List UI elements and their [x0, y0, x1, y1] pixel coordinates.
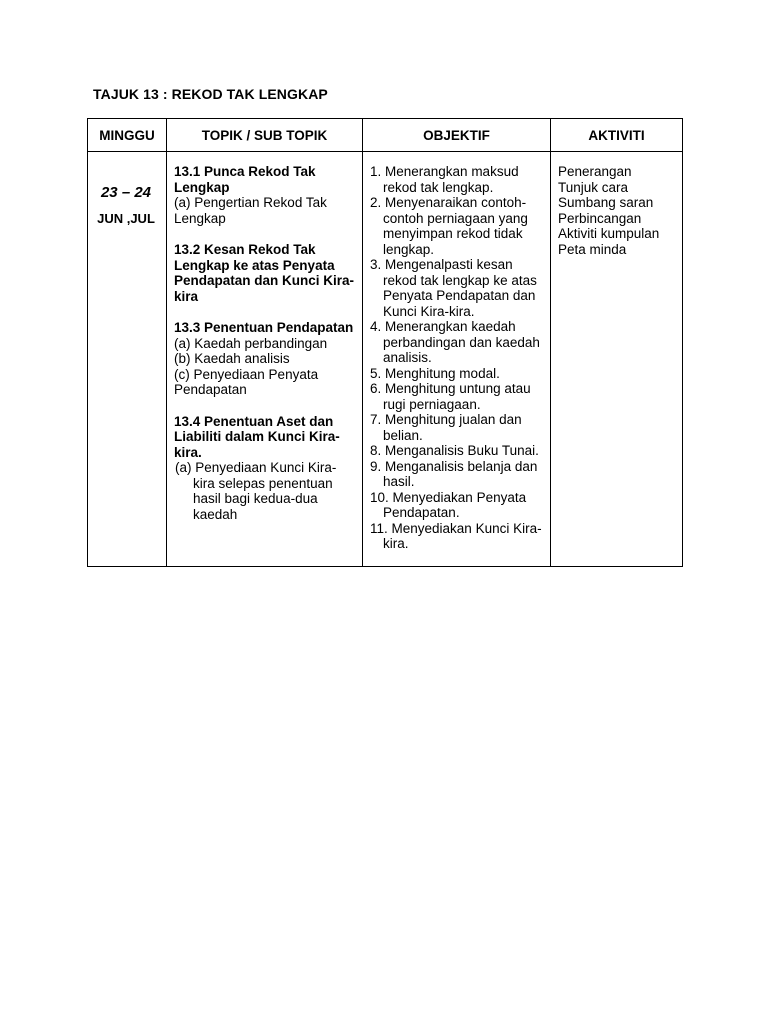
- header-row: [88, 119, 683, 152]
- topic-block: [174, 164, 356, 226]
- topic-heading: 13.2 Kesan Rekod Tak Lengkap ke atas Penyata Pendapatan dan Kunci Kira-kira: [174, 242, 355, 304]
- week-range: 23 – 24: [100, 184, 152, 201]
- subtopic-item: (a) Penyediaan Kunci Kira-kira selepas penentuan hasil bagi kedua-dua kaedah: [175, 460, 337, 522]
- topics-list: [167, 152, 362, 552]
- month-label: JUN ,JUL: [97, 211, 155, 226]
- subtopic-item: (a) Kaedah perbandingan: [174, 335, 328, 351]
- header-topik: TOPIK / SUB TOPIK: [167, 119, 363, 152]
- topic-heading: 13.4 Penentuan Aset dan Liabiliti dalam Kunci Kira-kira.: [174, 413, 340, 460]
- lesson-plan-table: [87, 118, 683, 567]
- header-minggu: MINGGU: [88, 119, 167, 152]
- header-aktiviti: AKTIVITI: [551, 119, 683, 152]
- page-title: TAJUK 13 : REKOD TAK LENGKAP: [93, 86, 328, 102]
- activities-list: [551, 152, 682, 271]
- objektif-cell: [363, 152, 551, 567]
- activity-item: Perbincangan: [558, 210, 642, 226]
- activity-item: Peta minda: [558, 241, 627, 257]
- objective-item: 5. Menghitung modal.: [370, 365, 500, 381]
- subtopic-item: (c) Penyediaan Penyata Pendapatan: [174, 366, 319, 397]
- objectives-list: [370, 164, 544, 552]
- activity-item: Penerangan: [558, 164, 632, 179]
- subtopic-item: (b) Kaedah analisis: [174, 351, 290, 366]
- activity-item: Sumbang saran: [558, 195, 654, 210]
- objective-item: 11. Menyediakan Kunci Kira-kira.: [370, 520, 542, 551]
- objective-item: 6. Menghitung untung atau rugi perniagaan.: [370, 381, 531, 412]
- objective-item: 4. Menerangkan kaedah perbandingan dan kaedah analisis.: [370, 319, 540, 365]
- header-objektif: OBJEKTIF: [363, 119, 551, 152]
- objective-item: 10. Menyediakan Penyata Pendapatan.: [370, 489, 527, 520]
- objective-item: 7. Menghitung jualan dan belian.: [370, 412, 522, 443]
- objective-item: 9. Menganalisis belanja dan hasil.: [370, 458, 538, 489]
- activity-item: Aktiviti kumpulan: [558, 226, 660, 241]
- content-row: [88, 152, 683, 567]
- topic-block: [174, 320, 356, 398]
- objective-item: 2. Menyenaraikan contoh-contoh perniagaan yang menyimpan rekod tidak lengkap.: [370, 195, 528, 257]
- aktiviti-cell: [551, 152, 683, 567]
- objective-item: 3. Mengenalpasti kesan rekod tak lengkap ke atas Penyata Pendapatan dan Kunci Kira-kira.: [370, 257, 537, 319]
- activity-item: Tunjuk cara: [558, 179, 629, 195]
- subtopic-item: (a) Pengertian Rekod Tak Lengkap: [174, 195, 327, 226]
- objective-item: 1. Menerangkan maksud rekod tak lengkap.: [370, 164, 519, 195]
- topik-cell: [167, 152, 363, 567]
- objectives-wrapper: [363, 152, 550, 566]
- topic-heading: 13.3 Penentuan Pendapatan: [174, 320, 354, 335]
- minggu-cell: [88, 152, 167, 567]
- objective-item: 8. Menganalisis Buku Tunai.: [370, 443, 539, 458]
- topic-heading: 13.1 Punca Rekod Tak Lengkap: [174, 164, 316, 195]
- topic-block: [174, 414, 356, 523]
- topic-block: [174, 242, 356, 304]
